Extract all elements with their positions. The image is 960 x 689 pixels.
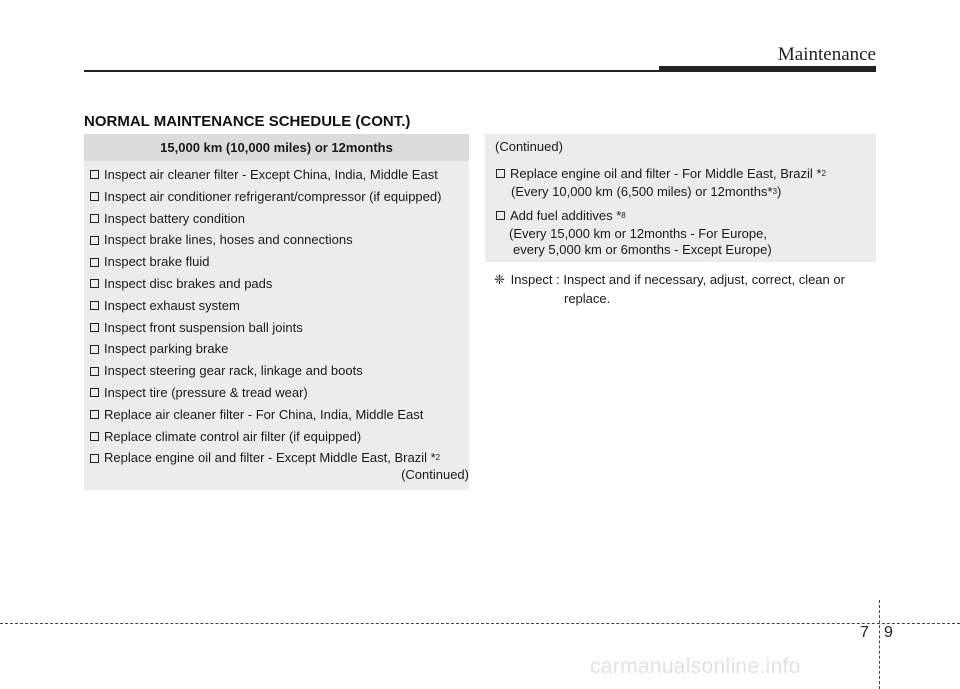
list-item: Inspect air conditioner refrigerant/compressor (if equipped) <box>90 186 469 208</box>
checkbox-icon <box>90 214 99 223</box>
note-line-1: Inspect : Inspect and if necessary, adjust, correct, clean or <box>510 272 845 287</box>
list-item: Inspect brake lines, hoses and connections <box>90 229 469 251</box>
header-rule-thick <box>659 66 876 72</box>
inspect-note <box>494 270 874 308</box>
fuel-interval-detail-1: (Every 15,000 km or 12months - For Europe, <box>509 226 767 241</box>
list-item: Inspect tire (pressure & tread wear) <box>90 382 469 404</box>
chapter-number: 7 <box>860 624 869 641</box>
list-item: Replace climate control air filter (if equipped) <box>90 426 469 448</box>
checkbox-icon <box>90 301 99 310</box>
left-table-title: 15,000 km (10,000 miles) or 12months <box>84 134 469 161</box>
right-continued-label: (Continued) <box>495 139 563 154</box>
fuel-interval-detail-2: every 5,000 km or 6months - Except Europe) <box>513 242 772 257</box>
list-item: Inspect front suspension ball joints <box>90 317 469 339</box>
list-item: Inspect disc brakes and pads <box>90 273 469 295</box>
checkbox-icon <box>90 432 99 441</box>
header-rule-thin <box>84 70 659 72</box>
left-continued-label: (Continued) <box>401 467 469 482</box>
checkbox-icon <box>90 279 99 288</box>
list-item: Replace air cleaner filter - For China, India, Middle East <box>90 404 469 426</box>
list-item: Inspect air cleaner filter - Except China, India, Middle East <box>90 164 469 186</box>
checkbox-icon <box>90 367 99 376</box>
checkbox-icon <box>90 454 99 463</box>
checkbox-icon <box>90 410 99 419</box>
page-divider <box>879 600 880 689</box>
page-number: 9 <box>884 624 893 641</box>
checkbox-icon <box>496 169 505 178</box>
schedule-heading: NORMAL MAINTENANCE SCHEDULE (CONT.) <box>84 113 411 130</box>
note-line-2: replace. <box>564 291 611 306</box>
section-title: Maintenance <box>777 44 876 65</box>
right-schedule-table <box>485 134 876 262</box>
checkbox-icon <box>90 170 99 179</box>
checkbox-icon <box>90 388 99 397</box>
left-table-items <box>84 161 469 469</box>
watermark: carmanualsonline.info <box>590 655 801 678</box>
checkbox-icon <box>90 258 99 267</box>
checkbox-icon <box>90 236 99 245</box>
list-item: Inspect parking brake <box>90 338 469 360</box>
oil-interval-detail: (Every 10,000 km (6,500 miles) or 12months* 3 ) <box>511 184 782 199</box>
list-item: Inspect exhaust system <box>90 295 469 317</box>
checkbox-icon <box>90 323 99 332</box>
list-item: Inspect battery condition <box>90 208 469 230</box>
note-symbol-icon: ❈ <box>494 272 505 287</box>
left-schedule-table <box>84 134 469 490</box>
list-item: Inspect steering gear rack, linkage and boots <box>90 360 469 382</box>
list-item: Replace engine oil and filter - Except Middle East, Brazil * 2 <box>90 447 469 469</box>
bottom-rule <box>0 623 960 624</box>
list-item: Inspect brake fluid <box>90 251 469 273</box>
list-item: Add fuel additives * 8 <box>496 208 626 223</box>
checkbox-icon <box>496 211 505 220</box>
checkbox-icon <box>90 345 99 354</box>
checkbox-icon <box>90 192 99 201</box>
list-item: Replace engine oil and filter - For Middle East, Brazil * 2 <box>496 166 826 181</box>
